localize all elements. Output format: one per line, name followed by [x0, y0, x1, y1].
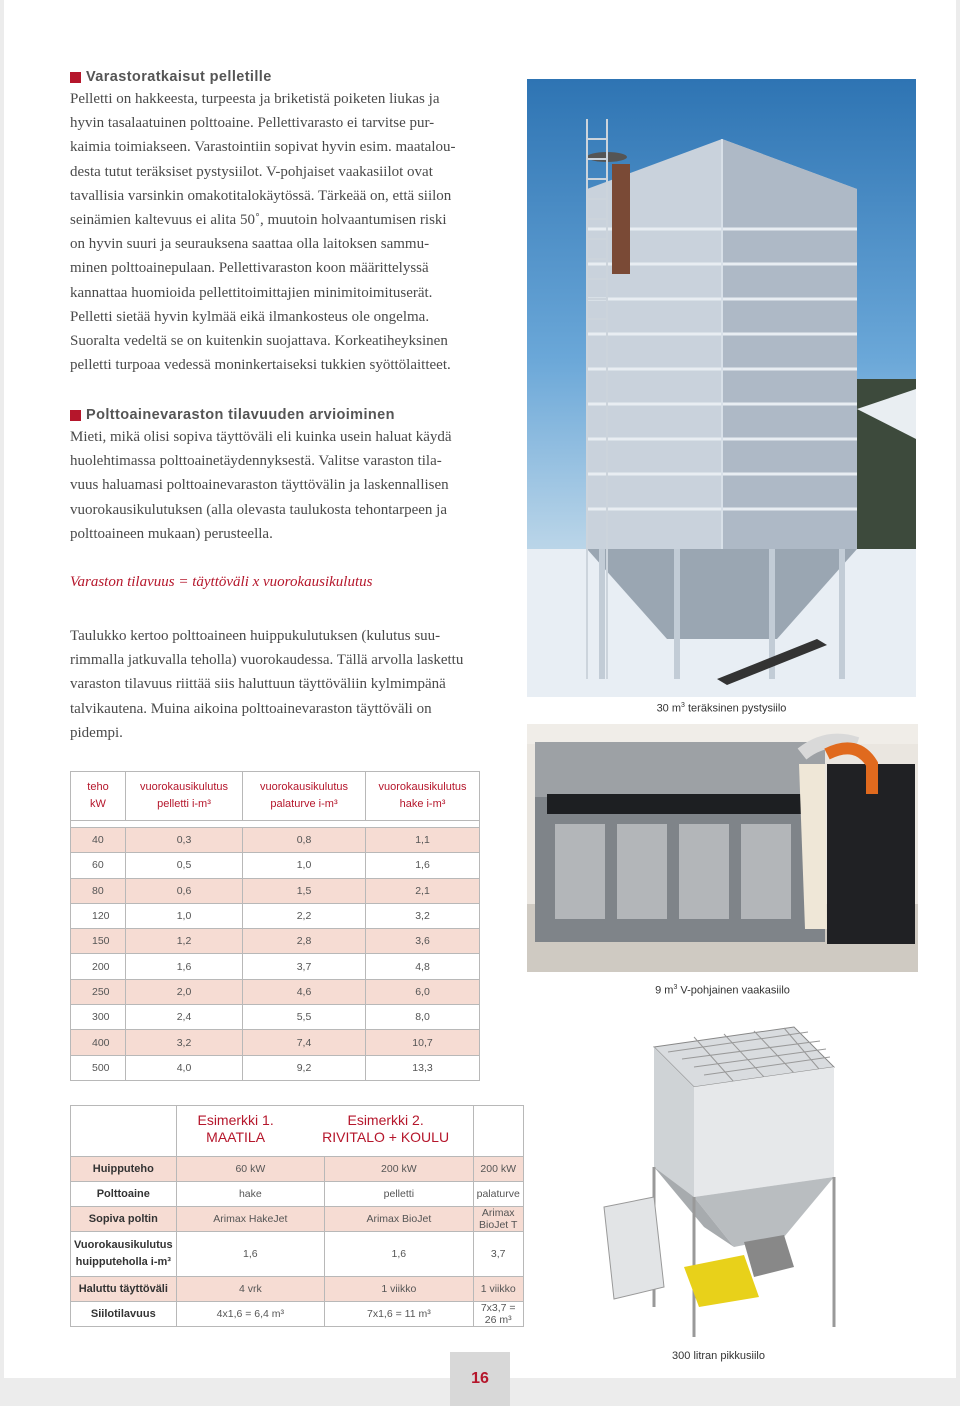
section-table-intro [70, 622, 490, 745]
silo-tower-photo [527, 79, 916, 697]
table-intro-paragraph [70, 624, 490, 745]
header-cell: vuorokausikulutus pelletti i-m³ [126, 772, 243, 821]
table-row: 250 2,0 4,6 6,0 [71, 979, 480, 1004]
text-line: minen polttoainepulaan. Pellettivaraston koon määrittelyssä [70, 260, 429, 277]
text-line: pelletti turpoaa vedessä moninkertaiseksi tukkien syöttölaitteet. [70, 357, 451, 374]
volume-paragraph [70, 425, 490, 546]
example-headers [176, 1106, 473, 1157]
table-row: 150 1,2 2,8 3,6 [71, 929, 480, 954]
bullet-square-icon [70, 72, 81, 83]
text-line: varaston tilavuus riittää siis haluttuun täyttöväliin kylmimpänä [70, 676, 446, 693]
text-line: vuus haluamasi polttoainevaraston täyttövälin ja laskennallisen [70, 477, 449, 494]
bullet-square-icon [70, 410, 81, 421]
section-heading-storage [70, 69, 490, 85]
table-row: Siilotilavuus 4x1,6 = 6,4 m³ 7x1,6 = 11 m³ 7x3,7 = 26 m³ [71, 1302, 524, 1327]
text-line: talvikautena. Muina aikoina polttoainevaraston täyttöväli on [70, 700, 432, 717]
text-line: tavallisia varsinkin omakotitalokäytössä. Tärkeää on, että siilon [70, 187, 452, 204]
table-row: 40 0,3 0,8 1,1 [71, 828, 480, 853]
text-line: pidempi. [70, 724, 123, 741]
table-row: 60 0,5 1,0 1,6 [71, 853, 480, 878]
consumption-table [70, 771, 480, 1081]
consumption-table-header-row [71, 772, 480, 821]
text-line: seinämien kaltevuus ei alita 50˚, muutoin holvaantumisen riski [70, 212, 447, 229]
horizontal-silo-caption: 9 $m^3$ V-pohjainen vaakasiilo [655, 984, 790, 997]
table-row: Vuorokausikulutus huipputeholla i-m³ 1,6 1,6 3,7 [71, 1232, 524, 1277]
text-line: Suoralta vedeltä se on kuitenkin suojattava. Korkeatiheyksinen [70, 333, 448, 350]
text-line: rimmalla jatkuvalla teholla) vuorokaudessa. Tällä arvolla laskettu [70, 652, 464, 669]
example1-header: Esimerkki 1. MAATILA [197, 1112, 274, 1145]
table-row: 500 4,0 9,2 13,3 [71, 1055, 480, 1080]
text-line: on hyvin suuri ja seurauksena saattaa olla laitoksen sammu- [70, 236, 430, 253]
table-row: Haluttu täyttöväli 4 vrk 1 viikko 1 viikko [71, 1277, 524, 1302]
header-cell: vuorokausikulutus hake i-m³ [366, 772, 480, 821]
section-heading-volume [70, 407, 490, 423]
text-line: hyvin tasalaatuinen polttoaine. Pellettivarasto ei tarvitse pur- [70, 115, 435, 132]
table-row: 80 0,6 1,5 2,1 [71, 878, 480, 903]
storage-paragraph [70, 87, 490, 377]
example2-header: Esimerkki 2. RIVITALO + KOULU [322, 1112, 450, 1145]
text-line: huolehtimassa polttoainetäydennyksestä. Valitse varaston tila- [70, 453, 442, 470]
small-silo-illustration [594, 1007, 843, 1343]
volume-title: Polttoainevaraston tilavuuden arvioiminen [86, 407, 395, 423]
horizontal-silo-illustration [527, 724, 918, 972]
small-silo-photo [594, 1007, 843, 1343]
section-volume [70, 407, 490, 546]
header-cell: vuorokausikulutus palaturve i-m³ [243, 772, 366, 821]
table-row: Polttoaine hake pelletti palaturve [71, 1182, 524, 1207]
table-row: 300 2,4 5,5 8,0 [71, 1005, 480, 1030]
section-storage [70, 69, 490, 377]
spacer-row [71, 821, 480, 828]
text-line: vuorokausikulutuksen (alla olevasta taulukosta tehontarpeen ja [70, 501, 447, 518]
horizontal-silo-photo [527, 724, 918, 972]
text-line: Pelletti sietää hyvin kylmää eikä ilmankosteus ole ongelma. [70, 308, 430, 325]
text-line: kannattaa huomioida pellettitoimittajien minimitoimituserät. [70, 284, 433, 301]
page-number: 16 [450, 1352, 510, 1406]
table-row: Sopiva poltin Arimax HakeJet Arimax BioJet Arimax BioJet T [71, 1207, 524, 1232]
table-row: Huipputeho 60 kW 200 kW 200 kW [71, 1157, 524, 1182]
text-line: Mieti, mikä olisi sopiva täyttöväli eli kuinka usein haluat käydä [70, 429, 452, 445]
table-row: 400 3,2 7,4 10,7 [71, 1030, 480, 1055]
silo-tower-caption: 30 $m^3$ teräksinen pystysiilo [656, 702, 787, 715]
empty-header-cell [473, 1106, 523, 1157]
header-cell: teho kW [71, 772, 126, 821]
storage-title: Varastoratkaisut pelletille [86, 69, 272, 85]
table-row: 200 1,6 3,7 4,8 [71, 954, 480, 979]
examples-header-row [71, 1106, 524, 1157]
small-silo-caption: 300 litran pikkusiilo [672, 1350, 765, 1362]
empty-header-cell [71, 1106, 177, 1157]
text-line: desta tutut teräksiset pystysiilot. V-pohjaiset vaakasiilot ovat [70, 163, 433, 180]
silo-tower-illustration [527, 79, 916, 697]
text-line: Taulukko kertoo polttoaineen huippukulutuksen (kulutus suu- [70, 628, 441, 644]
examples-table [70, 1105, 524, 1327]
text-line: polttoaineen mukaan) perusteella. [70, 525, 273, 542]
table-row: 120 1,0 2,2 3,2 [71, 903, 480, 928]
text-line: kaimia toimiakseen. Varastointiin sopivat hyvin esim. maatalou- [70, 139, 456, 156]
text-line: Pelletti on hakkeesta, turpeesta ja briketistä poiketen liukas ja [70, 91, 440, 107]
volume-formula: Varaston tilavuus = täyttöväli x vuorokausikulutus [70, 574, 373, 590]
